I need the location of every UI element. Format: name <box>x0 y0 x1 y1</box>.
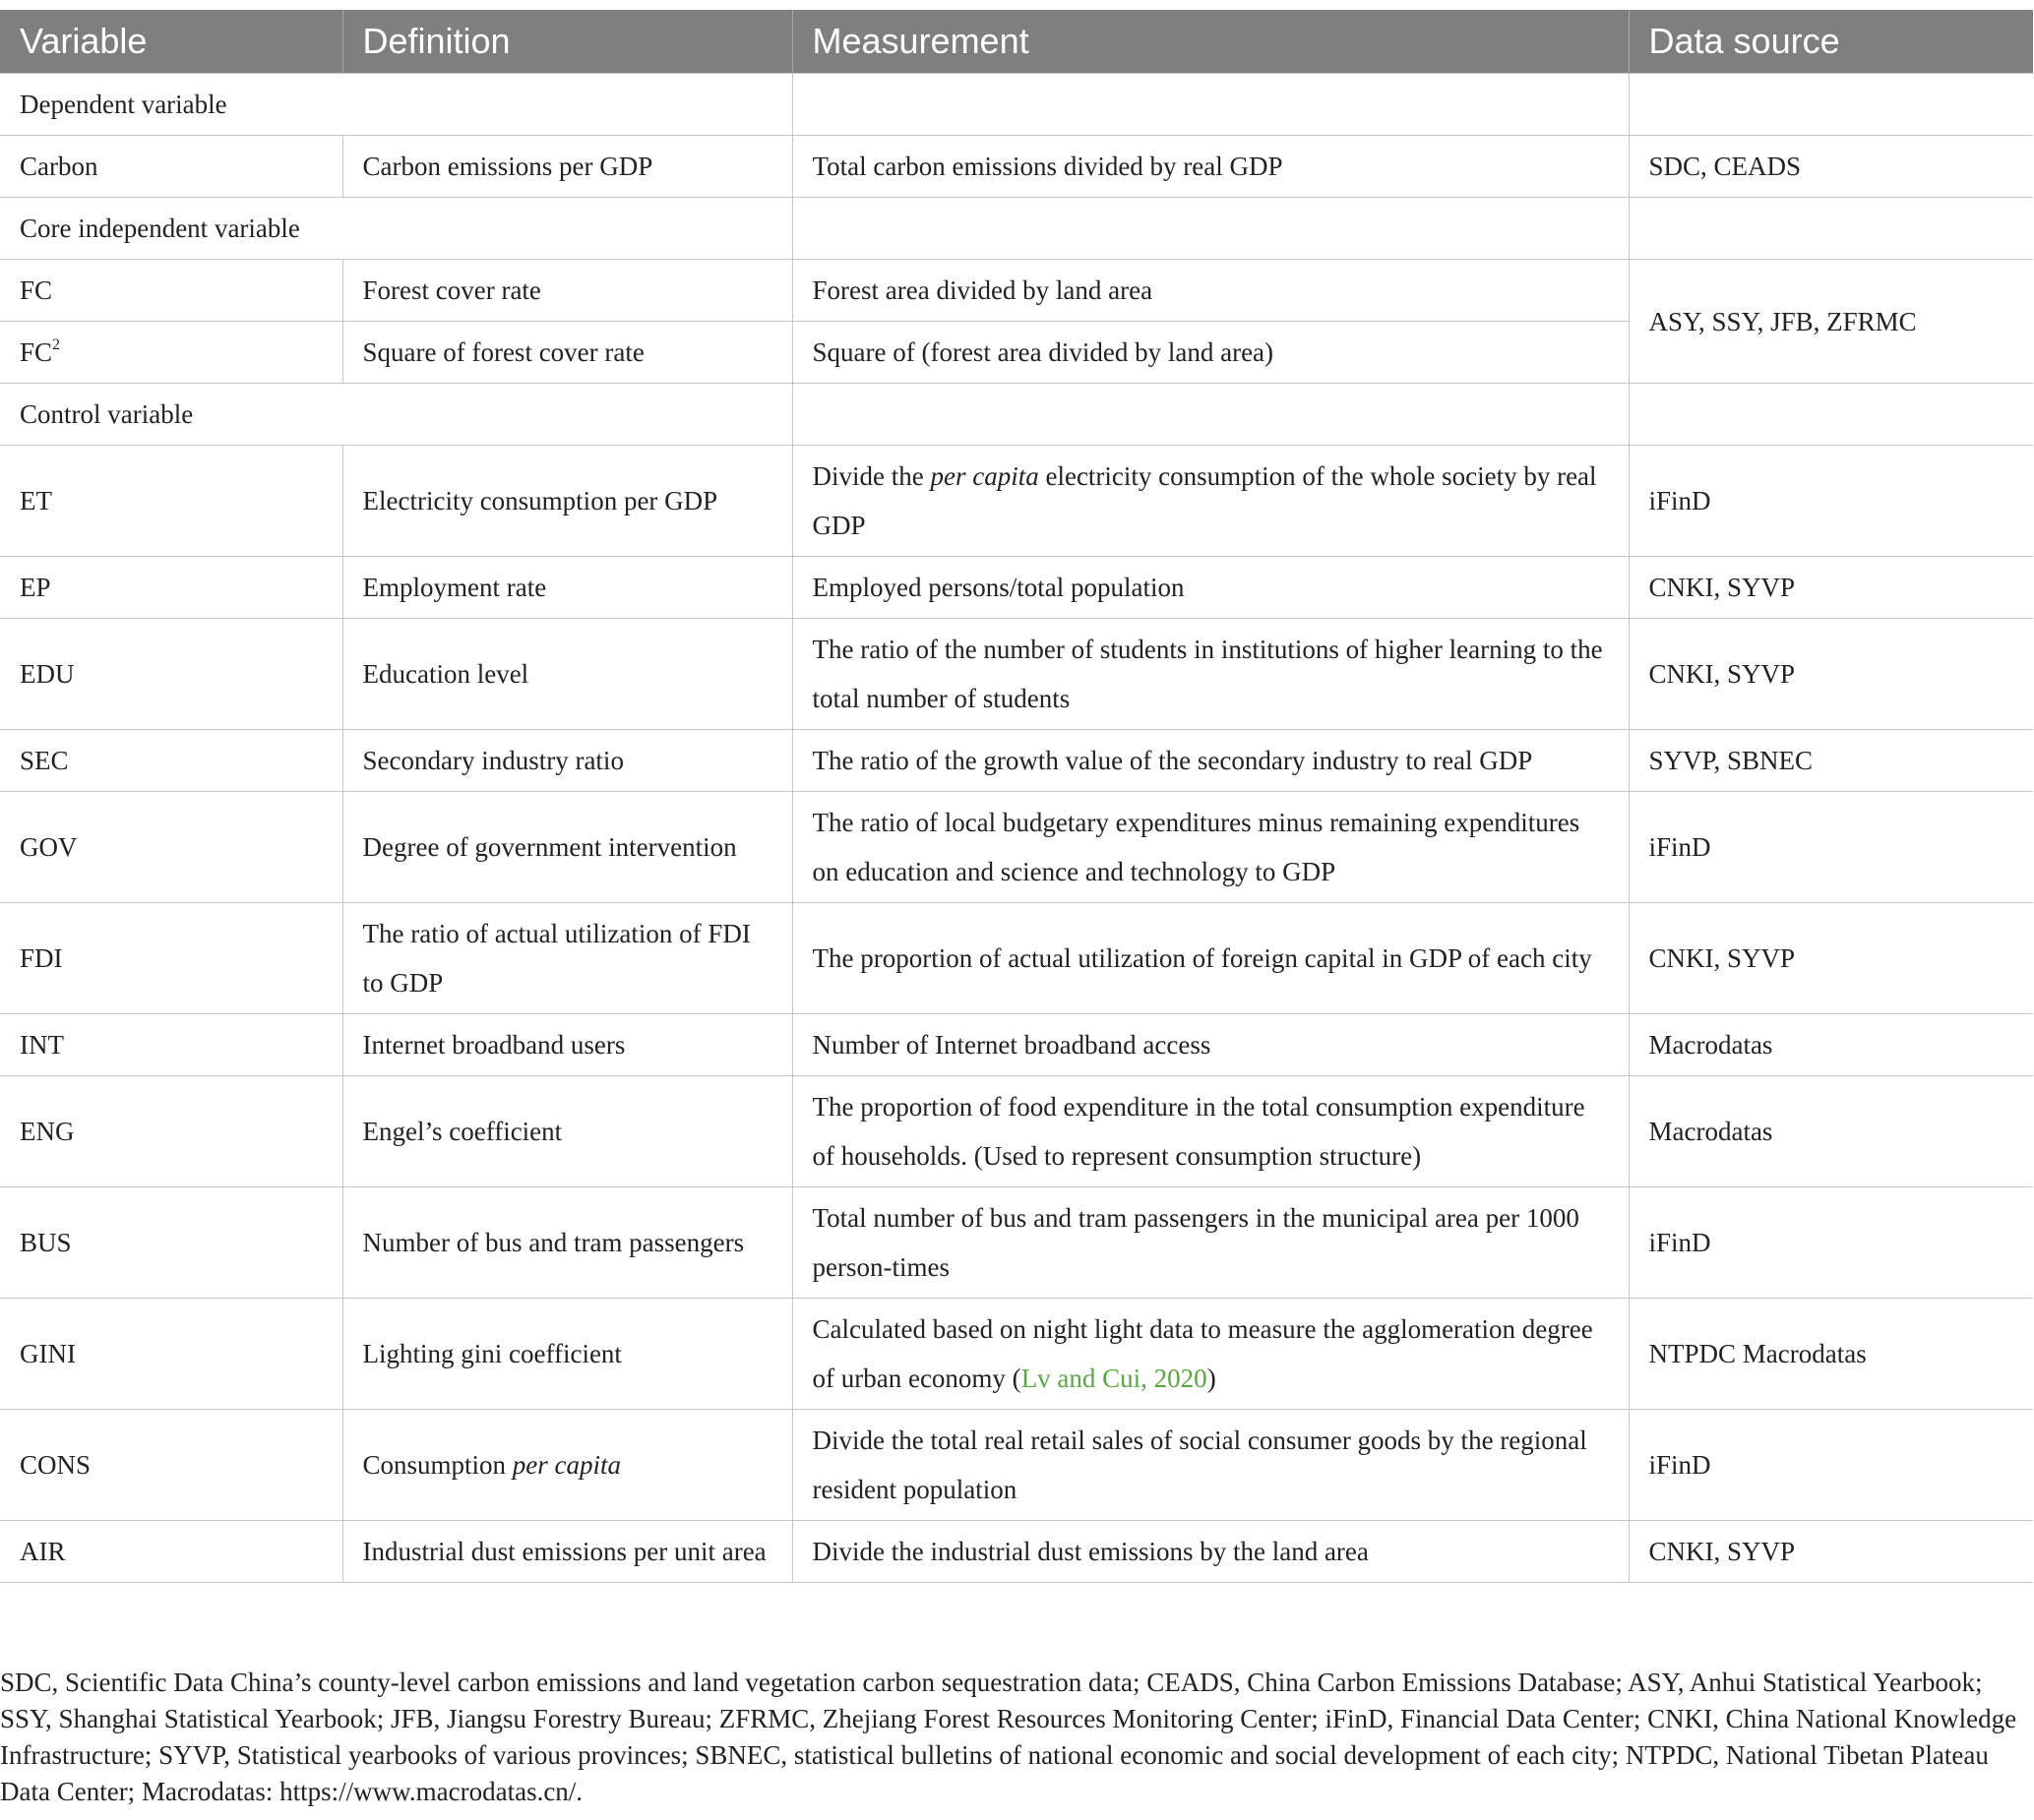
cell-source: CNKI, SYVP <box>1629 1521 2033 1583</box>
cell-source: CNKI, SYVP <box>1629 903 2033 1014</box>
cell-definition: Internet broadband users <box>342 1014 792 1076</box>
cell-measurement <box>792 1299 1629 1410</box>
cell-measurement: Number of Internet broadband access <box>792 1014 1629 1076</box>
cell-variable: EDU <box>0 619 342 730</box>
text-segment: ) <box>1206 1364 1216 1393</box>
cell-variable: FDI <box>0 903 342 1014</box>
cell-variable: Carbon <box>0 136 342 198</box>
table-row-air <box>0 1521 2033 1583</box>
table-body <box>0 74 2033 1583</box>
cell-variable: EP <box>0 557 342 619</box>
cell-definition: Forest cover rate <box>342 260 792 322</box>
section-row-control <box>0 384 2033 446</box>
cell-variable: SEC <box>0 730 342 792</box>
cell-measurement: The ratio of the growth value of the secondary industry to real GDP <box>792 730 1629 792</box>
cell-variable: INT <box>0 1014 342 1076</box>
section-row-dependent <box>0 74 2033 136</box>
cell-source: iFinD <box>1629 446 2033 557</box>
cell-variable: GOV <box>0 792 342 903</box>
table-row-cons <box>0 1410 2033 1521</box>
cell-measurement: Square of (forest area divided by land area) <box>792 322 1629 384</box>
text-segment: Calculated based on night light data to measure the agglomeration degree of urban economy ( <box>812 1314 1593 1393</box>
cell-source: iFinD <box>1629 792 2033 903</box>
cell-source: SYVP, SBNEC <box>1629 730 2033 792</box>
section-label: Dependent variable <box>0 74 792 136</box>
cell-source: Macrodatas <box>1629 1014 2033 1076</box>
cell-variable: AIR <box>0 1521 342 1583</box>
cell-measurement: Forest area divided by land area <box>792 260 1629 322</box>
table-row-eng <box>0 1076 2033 1187</box>
cell-measurement: Employed persons/total population <box>792 557 1629 619</box>
cell-source: SDC, CEADS <box>1629 136 2033 198</box>
cell-variable: ENG <box>0 1076 342 1187</box>
cell-measurement: Divide the total real retail sales of social consumer goods by the regional resident population <box>792 1410 1629 1521</box>
text-segment: Consumption <box>362 1450 513 1480</box>
cell-definition: Carbon emissions per GDP <box>342 136 792 198</box>
italic-text: per capita <box>512 1450 622 1480</box>
cell-source: CNKI, SYVP <box>1629 557 2033 619</box>
section-row-core <box>0 198 2033 260</box>
table-header <box>0 10 2033 74</box>
cell-measurement <box>792 446 1629 557</box>
table-row-carbon <box>0 136 2033 198</box>
section-label: Control variable <box>0 384 792 446</box>
table-row-ep <box>0 557 2033 619</box>
cell-definition: Employment rate <box>342 557 792 619</box>
table-row-gini <box>0 1299 2033 1410</box>
table-row-edu <box>0 619 2033 730</box>
cell-definition: Square of forest cover rate <box>342 322 792 384</box>
citation-link[interactable]: Lv and Cui, 2020 <box>1020 1364 1207 1393</box>
cell-variable: GINI <box>0 1299 342 1410</box>
table-row-fc <box>0 260 2033 322</box>
cell-source: iFinD <box>1629 1410 2033 1521</box>
variable-name: FC <box>20 337 53 367</box>
cell-definition: Engel’s coefficient <box>342 1076 792 1187</box>
italic-text: per capita <box>930 461 1039 491</box>
cell-measurement: The ratio of the number of students in institutions of higher learning to the total number of students <box>792 619 1629 730</box>
superscript: 2 <box>52 336 61 353</box>
text-segment: electricity consumption of the whole society by real GDP <box>812 461 1597 540</box>
variables-table-container <box>0 10 2033 1583</box>
cell-source: ASY, SSY, JFB, ZFRMC <box>1629 260 2033 384</box>
table-row-int <box>0 1014 2033 1076</box>
table-row-gov <box>0 792 2033 903</box>
section-label: Core independent variable <box>0 198 792 260</box>
cell-source: CNKI, SYVP <box>1629 619 2033 730</box>
cell-measurement: Total number of bus and tram passengers in the municipal area per 1000 person-times <box>792 1187 1629 1299</box>
cell-measurement: The proportion of actual utilization of foreign capital in GDP of each city <box>792 903 1629 1014</box>
cell-definition: The ratio of actual utilization of FDI to GDP <box>342 903 792 1014</box>
table-row-bus <box>0 1187 2033 1299</box>
table-row-fdi <box>0 903 2033 1014</box>
header-definition: Definition <box>342 10 792 74</box>
cell-definition: Electricity consumption per GDP <box>342 446 792 557</box>
variables-table <box>0 10 2033 1583</box>
cell-variable: FC <box>0 260 342 322</box>
cell-measurement: Total carbon emissions divided by real GDP <box>792 136 1629 198</box>
cell-measurement: The proportion of food expenditure in the total consumption expenditure of households. (Used to represent consumption structure) <box>792 1076 1629 1187</box>
cell-definition: Education level <box>342 619 792 730</box>
table-footnote: SDC, Scientific Data China’s county-level carbon emissions and land vegetation carbon sequestration data; CEADS, China Carbon Emissions Database; ASY, Anhui Statistical Yearbook; SSY, Shanghai Statistical Yearbook; JFB, Jiangsu Forestry Bureau; ZFRMC, Zhejiang Forest Resources Monitoring Center; iFinD, Financial Data Center; CNKI, China National Knowledge Infrastructure; SYVP, Statistical yearbooks of various provinces; SBNEC, statistical bulletins of national economic and social development of each city; NTPDC, National Tibetan Plateau Data Center; Macrodatas: https://www.macrodatas.cn/. <box>0 1668 2017 1806</box>
cell-variable: BUS <box>0 1187 342 1299</box>
cell-source: Macrodatas <box>1629 1076 2033 1187</box>
cell-definition: Number of bus and tram passengers <box>342 1187 792 1299</box>
header-data-source: Data source <box>1629 10 2033 74</box>
cell-source: NTPDC Macrodatas <box>1629 1299 2033 1410</box>
cell-variable: CONS <box>0 1410 342 1521</box>
cell-variable <box>0 322 342 384</box>
header-variable: Variable <box>0 10 342 74</box>
table-row-et <box>0 446 2033 557</box>
cell-measurement: The ratio of local budgetary expenditures minus remaining expenditures on education and science and technology to GDP <box>792 792 1629 903</box>
cell-definition: Lighting gini coefficient <box>342 1299 792 1410</box>
cell-measurement: Divide the industrial dust emissions by the land area <box>792 1521 1629 1583</box>
cell-variable: ET <box>0 446 342 557</box>
table-row-sec <box>0 730 2033 792</box>
cell-definition <box>342 1410 792 1521</box>
text-segment: Divide the <box>812 461 931 491</box>
header-measurement: Measurement <box>792 10 1629 74</box>
cell-definition: Secondary industry ratio <box>342 730 792 792</box>
cell-definition: Degree of government intervention <box>342 792 792 903</box>
cell-source: iFinD <box>1629 1187 2033 1299</box>
cell-definition: Industrial dust emissions per unit area <box>342 1521 792 1583</box>
